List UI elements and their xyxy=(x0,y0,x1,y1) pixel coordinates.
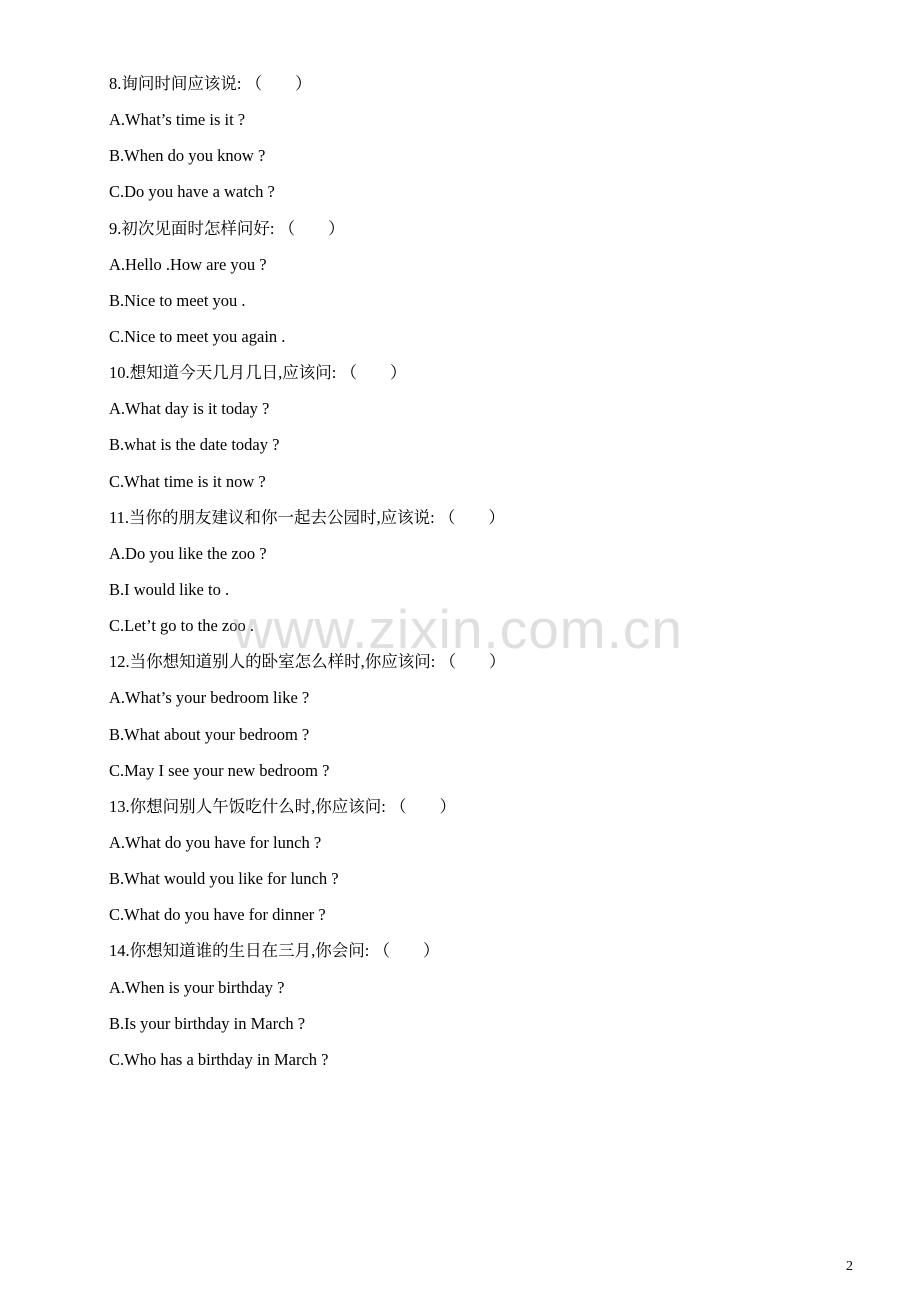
option-c: C.Let’t go to the zoo . xyxy=(109,616,254,636)
question-prompt: 11.当你的朋友建议和你一起去公园时,应该说: （ ） xyxy=(109,507,505,527)
question-10 xyxy=(109,355,829,500)
question-prompt: 9.初次见面时怎样问好: （ ） xyxy=(109,218,345,238)
option-c: C.Do you have a watch ? xyxy=(109,182,275,202)
question-14 xyxy=(109,933,829,1078)
option-a: A.What do you have for lunch ? xyxy=(109,832,322,852)
option-b: B.When do you know ? xyxy=(109,146,266,166)
option-a: A.Do you like the zoo ? xyxy=(109,543,267,563)
watermark: www.zixin.com.cn xyxy=(233,598,683,660)
option-a: A.What day is it today ? xyxy=(109,399,270,419)
option-b: B.Nice to meet you . xyxy=(109,290,246,310)
option-c: C.Nice to meet you again . xyxy=(109,326,286,346)
option-c: C.Who has a birthday in March ? xyxy=(109,1049,329,1069)
question-prompt: 12.当你想知道别人的卧室怎么样时,你应该问: （ ） xyxy=(109,652,506,672)
question-12 xyxy=(109,644,829,789)
option-b: B.What about your bedroom ? xyxy=(109,724,310,744)
question-11 xyxy=(109,500,829,645)
question-prompt: 8.询问时间应该说: （ ） xyxy=(109,74,312,93)
page-number: 2 xyxy=(846,1259,853,1274)
question-prompt: 14.你想知道谁的生日在三月,你会问: （ ） xyxy=(109,941,440,961)
option-b: B.Is your birthday in March ? xyxy=(109,1013,306,1033)
option-a: A.What’s your bedroom like ? xyxy=(109,688,310,708)
option-c: C.May I see your new bedroom ? xyxy=(109,760,330,780)
option-b: B.what is the date today ? xyxy=(109,435,280,455)
option-a: A.Hello .How are you ? xyxy=(109,254,267,274)
question-list xyxy=(109,66,829,1078)
question-prompt: 13.你想问别人午饭吃什么时,你应该问: （ ） xyxy=(109,796,456,816)
question-13 xyxy=(109,789,829,934)
option-a: A.What’s time is it ? xyxy=(109,110,246,130)
option-b: B.What would you like for lunch ? xyxy=(109,869,339,889)
question-8 xyxy=(109,66,829,211)
option-c: C.What time is it now ? xyxy=(109,471,266,491)
option-a: A.When is your birthday ? xyxy=(109,977,285,997)
question-9 xyxy=(109,211,829,356)
option-b: B.I would like to . xyxy=(109,579,230,599)
question-prompt: 10.想知道今天几月几日,应该问: （ ） xyxy=(109,363,407,383)
option-c: C.What do you have for dinner ? xyxy=(109,905,326,925)
